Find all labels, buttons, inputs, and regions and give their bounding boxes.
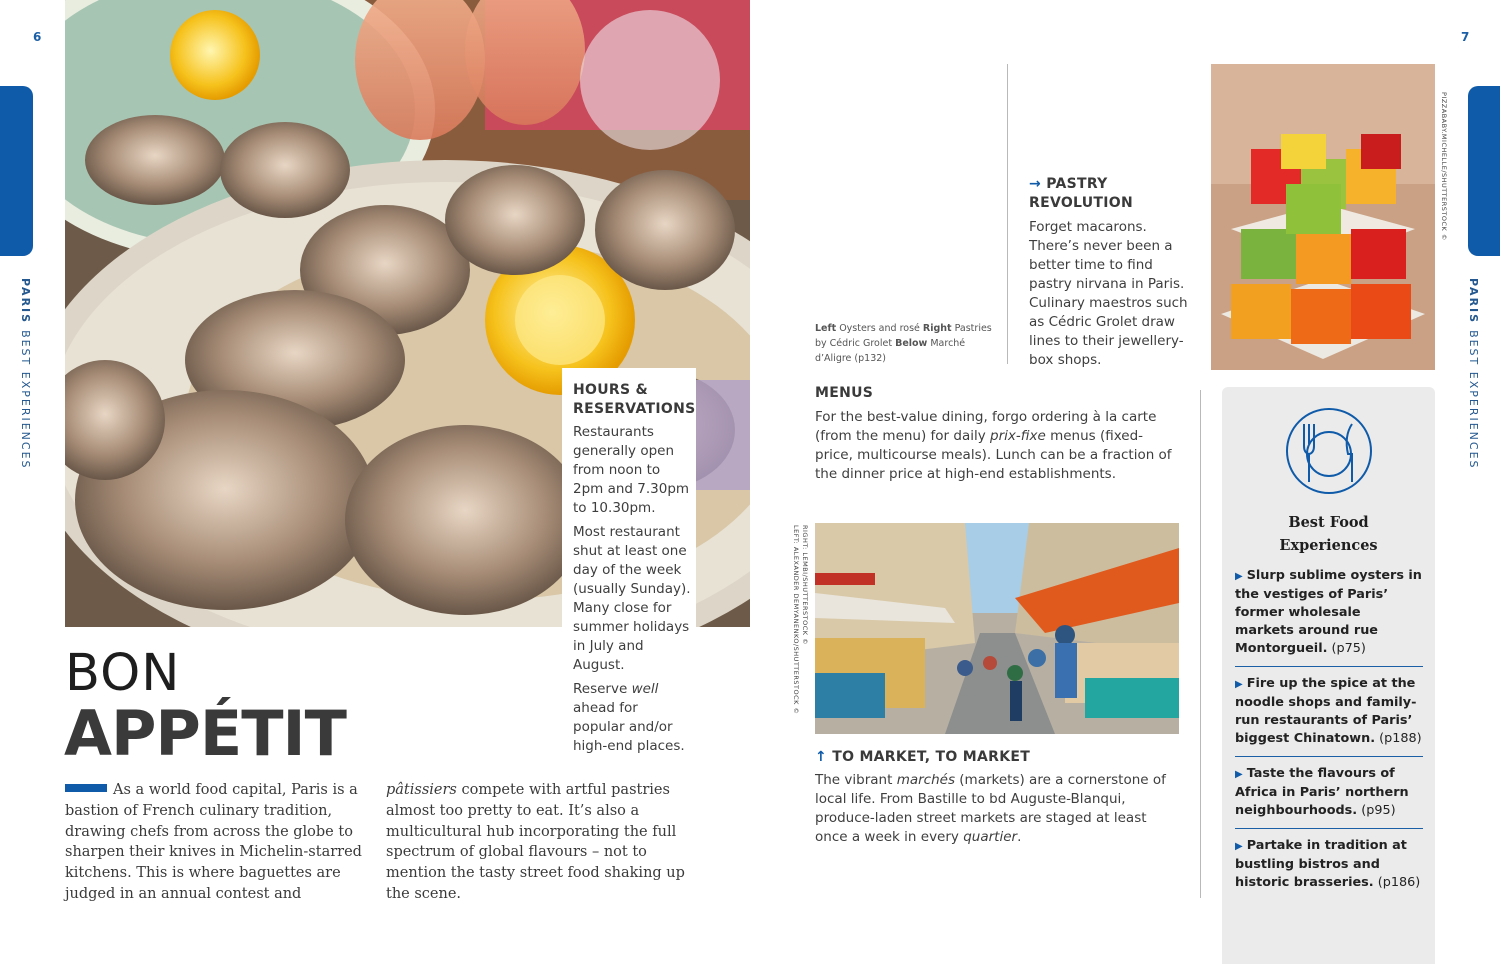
- divider: [1235, 666, 1423, 667]
- triangle-bullet-icon: ▶: [1235, 769, 1243, 780]
- intro-column-1: As a world food capital, Paris is a bastion of French culinary tradition, drawing chefs from across the globe to sharpen their knives in Michelin-starred kitchens. This is where baguettes are judged in an annual contest and: [65, 782, 362, 902]
- market-photo-credit-left: LEFT: ALEXANDER DEMYANENKO/SHUTTERSTOCK ©: [792, 525, 800, 715]
- headline-line-1: BON: [65, 644, 181, 703]
- pastry-photo: [1211, 64, 1435, 370]
- triangle-bullet-icon: ▶: [1235, 571, 1243, 582]
- page-number-left: 6: [33, 30, 42, 44]
- hours-paragraph-1: Restaurants generally open from noon to 2pm and 7.30pm to 10.30pm.: [573, 424, 690, 516]
- market-body: The vibrant marchés (markets) are a cornerstone of local life. From Bastille to bd Auguste-Blanqui, produce-laden street markets are staged at least once a week in every quartier.: [815, 772, 1166, 845]
- cutlery-plate-icon: [1284, 406, 1374, 501]
- hours-paragraph-3: Reserve well ahead for popular and/or high-end places.: [573, 681, 685, 754]
- side-label-left: PARISBEST EXPERIENCES: [19, 278, 32, 470]
- divider: [1235, 828, 1423, 829]
- pastry-heading: → PASTRY REVOLUTION: [1029, 176, 1134, 211]
- headline-line-2: APPÉTIT: [64, 697, 346, 770]
- divider-pastry: [1007, 64, 1008, 364]
- chapter-tab-right[interactable]: [1468, 86, 1500, 256]
- pastry-body: Forget macarons. There’s never been a better time to find pastry nirvana in Paris. Culinary maestros such as Cédric Grolet draw lines to their jewellery-box shops.: [1029, 219, 1188, 368]
- best-food-item[interactable]: ▶ Slurp sublime oysters in the vestiges of Paris’ former wholesale markets around rue Montorgueil. (p75): [1235, 568, 1422, 656]
- pastry-photo-credit: PIZZABABY.MICHELLE/SHUTTERSTOCK ©: [1440, 92, 1448, 241]
- side-label-right: PARISBEST EXPERIENCES: [1467, 278, 1480, 470]
- best-food-title: Best Food Experiences: [1279, 514, 1378, 554]
- triangle-bullet-icon: ▶: [1235, 679, 1243, 690]
- best-food-panel: [1222, 387, 1435, 964]
- intro-accent-bar: [65, 784, 107, 792]
- intro-column-2: pâtissiers compete with artful pastries almost too pretty to eat. It’s also a multicultural hub incorporating the full spectrum of global flavours – not to mention the tasty street food shaking up the scene.: [386, 782, 685, 902]
- menus-body: For the best-value dining, forgo ordering à la carte (from the menu) for daily prix-fixe menus (fixed-price, multicourse meals). Lunch can be a fraction of the dinner price at high-end establishments.: [815, 409, 1172, 482]
- best-food-list: [1235, 567, 1423, 892]
- market-heading: ↑ TO MARKET, TO MARKET: [815, 749, 1031, 765]
- page-number-right: 7: [1461, 30, 1470, 44]
- menus-title: MENUS: [815, 385, 874, 401]
- divider: [1235, 756, 1423, 757]
- hours-title: HOURS & RESERVATIONS: [573, 382, 696, 417]
- arrow-right-icon: →: [1029, 176, 1042, 192]
- market-photo: [815, 523, 1179, 734]
- chapter-tab-left[interactable]: [0, 86, 33, 256]
- photo-caption: Left Oysters and rosé Right Pastries by Cédric Grolet Below Marché d’Aligre (p132): [815, 323, 992, 364]
- hours-paragraph-2: Most restaurant shut at least one day of the week (usually Sunday). Many close for summer holidays in July and August.: [573, 524, 691, 673]
- best-food-item[interactable]: ▶ Partake in tradition at bustling bistros and historic brasseries. (p186): [1235, 838, 1421, 890]
- market-photo-credit-right: RIGHT: LEMBI/SHUTTERSTOCK ©: [801, 525, 809, 646]
- triangle-bullet-icon: ▶: [1235, 841, 1243, 852]
- hours-body: [573, 423, 693, 756]
- best-food-item[interactable]: ▶ Fire up the spice at the noodle shops and family-run restaurants of Paris’ biggest Chinatown. (p188): [1235, 676, 1422, 746]
- best-food-item[interactable]: ▶ Taste the flavours of Africa in Paris’ northern neighbourhoods. (p95): [1235, 766, 1409, 818]
- arrow-up-icon: ↑: [815, 749, 828, 765]
- divider-best-food: [1200, 390, 1201, 898]
